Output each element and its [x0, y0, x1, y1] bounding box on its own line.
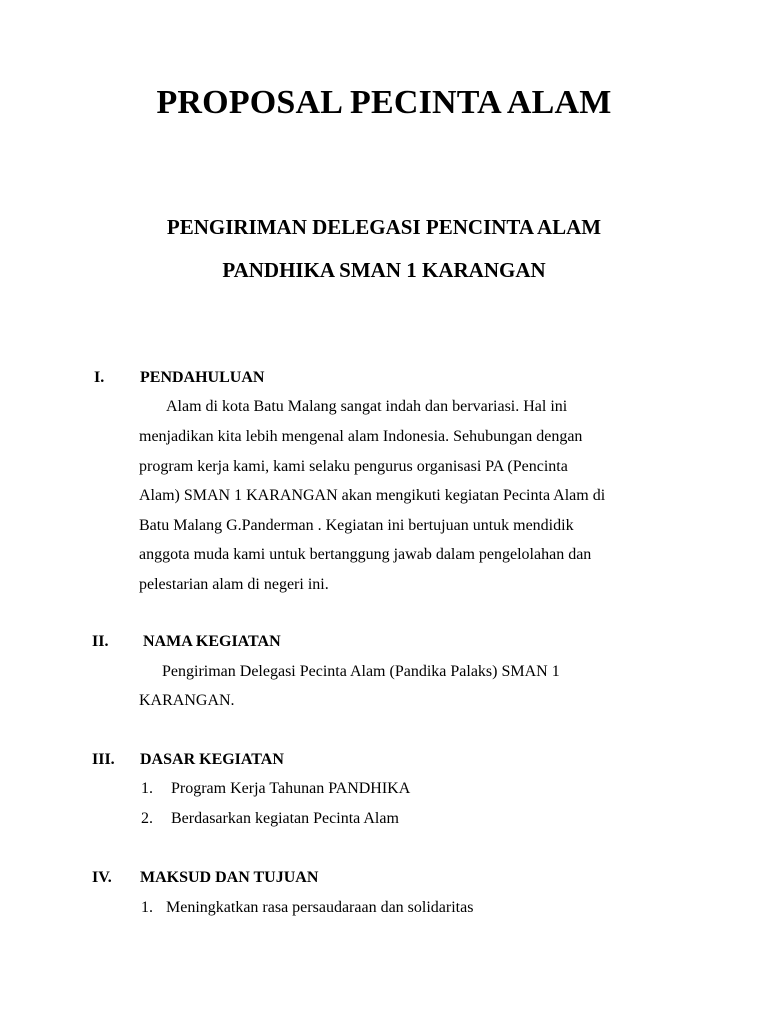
paragraph-line: Batu Malang G.Panderman . Kegiatan ini bertujuan untuk mendidik	[139, 517, 574, 534]
paragraph-line: KARANGAN.	[139, 692, 235, 709]
paragraph-line: menjadikan kita lebih mengenal alam Indonesia. Sehubungan dengan	[139, 428, 583, 445]
list-item-text: Program Kerja Tahunan PANDHIKA	[171, 780, 411, 797]
section-heading: PENDAHULUAN	[140, 369, 265, 386]
section-numeral: IV.	[92, 869, 112, 886]
section-heading: DASAR KEGIATAN	[140, 751, 284, 768]
list-item-text: Berdasarkan kegiatan Pecinta Alam	[171, 810, 399, 827]
paragraph-line: Alam di kota Batu Malang sangat indah dan bervariasi. Hal ini	[166, 398, 568, 415]
paragraph-line: Pengiriman Delegasi Pecinta Alam (Pandika Palaks) SMAN 1	[162, 663, 560, 680]
paragraph-line: pelestarian alam di negeri ini.	[139, 576, 329, 593]
list-item-number: 2.	[141, 810, 153, 827]
list-item-text: Meningkatkan rasa persaudaraan dan solidaritas	[166, 899, 474, 916]
section-numeral: I.	[94, 369, 105, 386]
document-subtitle-line1: PENGIRIMAN DELEGASI PENCINTA ALAM	[166, 215, 602, 239]
list-item-number: 1.	[141, 780, 153, 797]
document-subtitle-line2: PANDHIKA SMAN 1 KARANGAN	[222, 258, 546, 282]
paragraph-line: program kerja kami, kami selaku pengurus organisasi PA (Pencinta	[139, 458, 568, 475]
document-title: PROPOSAL PECINTA ALAM	[156, 84, 612, 121]
paragraph-line: Alam) SMAN 1 KARANGAN akan mengikuti kegiatan Pecinta Alam di	[139, 487, 606, 504]
section-heading: NAMA KEGIATAN	[143, 633, 281, 650]
paragraph-line: anggota muda kami untuk bertanggung jawab dalam pengelolahan dan	[139, 546, 592, 563]
section-numeral: II.	[92, 633, 109, 650]
list-item-number: 1.	[141, 899, 153, 916]
section-numeral: III.	[92, 751, 115, 768]
section-heading: MAKSUD DAN TUJUAN	[140, 869, 319, 886]
